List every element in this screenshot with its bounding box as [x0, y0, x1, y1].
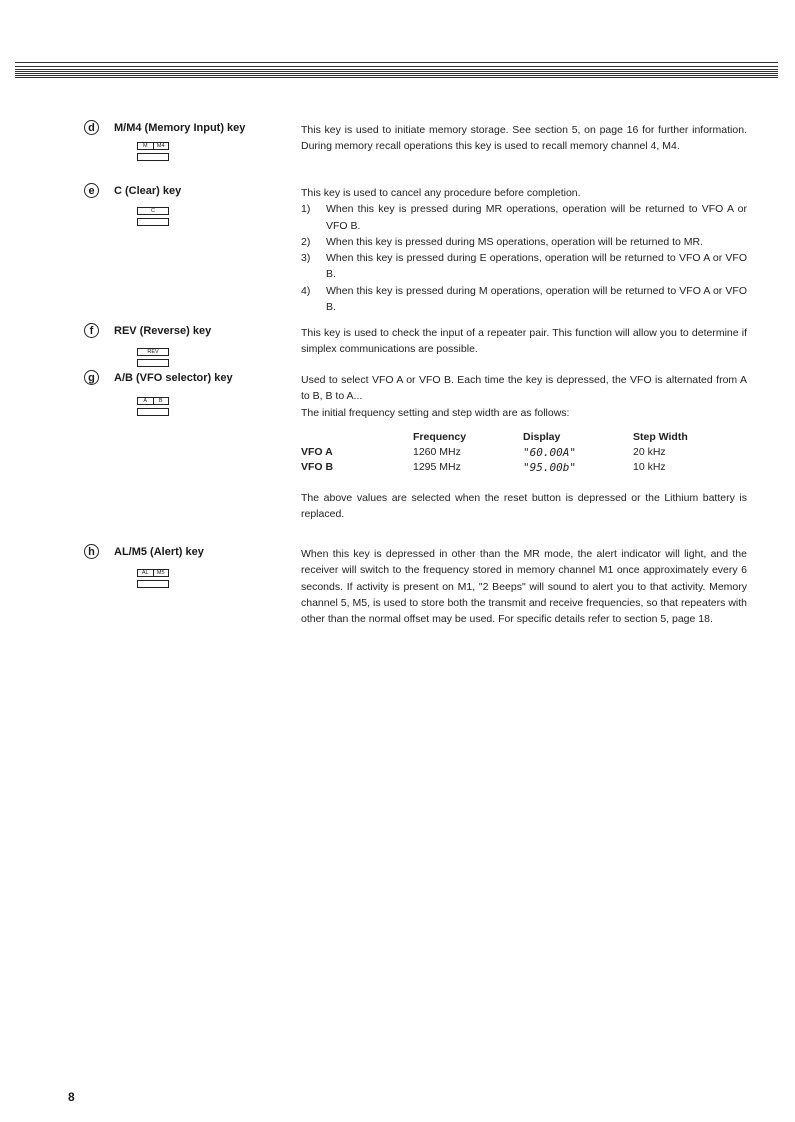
- list-item: 4) When this key is pressed during M operations, operation will be returned to VFO A or VFO B.: [301, 284, 747, 314]
- key-diagram: REV: [137, 348, 169, 370]
- key-diagram: C: [137, 207, 169, 229]
- section-letter: f: [84, 323, 99, 338]
- section-letter: h: [84, 544, 99, 559]
- section-letter: d: [84, 120, 99, 135]
- section-title: REV (Reverse) key: [114, 325, 212, 337]
- section-body: This key is used to cancel any procedure before completion. 1) When this key is pressed during MR operations, operation will be returned to VFO A or VFO B. 2) When this key is pressed during MS operations, operation will be returned to MR. 3) When this key is pressed during E operations, operation will be returned to VFO A or VFO B. 4) When this key is pressed during M operations, operation will be returned to VFO A or VFO B.: [301, 185, 747, 315]
- column-header: Frequency: [413, 430, 467, 443]
- key-diagram: AL M5: [137, 569, 169, 591]
- section-title: AL/M5 (Alert) key: [114, 546, 204, 558]
- key-diagram: A B: [137, 397, 169, 419]
- section-title: C (Clear) key: [114, 185, 182, 197]
- section-letter: g: [84, 370, 99, 385]
- section-body: This key is used to initiate memory storage. See section 5, on page 16 for further information. During memory recall operations this key is used to recall memory channel 4, M4.: [301, 124, 747, 153]
- section-letter: e: [84, 183, 99, 198]
- section-body: When this key is depressed in other than the MR mode, the alert indicator will light, and the receiver will switch to the frequency stored in memory channel M1 once approximately every 6 seconds. If activity is present on M1, "2 Beeps" will sound to alert you to that activity. Memory channel 5, M5, is used to store both the transmit and receive frequencies, so that repeaters with other than the normal offset may be used. For specific details refer to section 5, page 18.: [301, 548, 747, 626]
- section-body: This key is used to check the input of a repeater pair. This function will allow you to determine if simplex communications are possible.: [301, 327, 747, 356]
- list-item: 1) When this key is pressed during MR operations, operation will be returned to VFO A or VFO B.: [301, 203, 747, 232]
- section-title: A/B (VFO selector) key: [114, 372, 233, 384]
- column-header: Step Width: [633, 430, 688, 443]
- vfo-table: [301, 430, 688, 475]
- section-body: Used to select VFO A or VFO B. Each time the key is depressed, the VFO is alternated from A to B, B to A... The initial frequency setting and step width are as follows: Frequency Display Step Width VFO A 1260 MHz "60.00A" 20 kHz VFO B 1295 MHz "95.00b" 10 kHz The above values are selected when the reset button is depressed or the Lithium battery is replaced.: [301, 374, 747, 521]
- key-diagram: M M4: [137, 142, 169, 164]
- section-title: M/M4 (Memory Input) key: [114, 122, 246, 134]
- list-item: 3) When this key is pressed during E operations, operation will be returned to VFO A or VFO B.: [301, 252, 747, 281]
- page-number: 8: [68, 1090, 75, 1104]
- table-row: VFO B 1295 MHz "95.00b" 10 kHz: [301, 460, 666, 474]
- list-item: 2) When this key is pressed during MS operations, operation will be returned to MR.: [301, 235, 704, 248]
- column-header: Display: [523, 430, 561, 443]
- table-row: VFO A 1260 MHz "60.00A" 20 kHz: [301, 445, 666, 459]
